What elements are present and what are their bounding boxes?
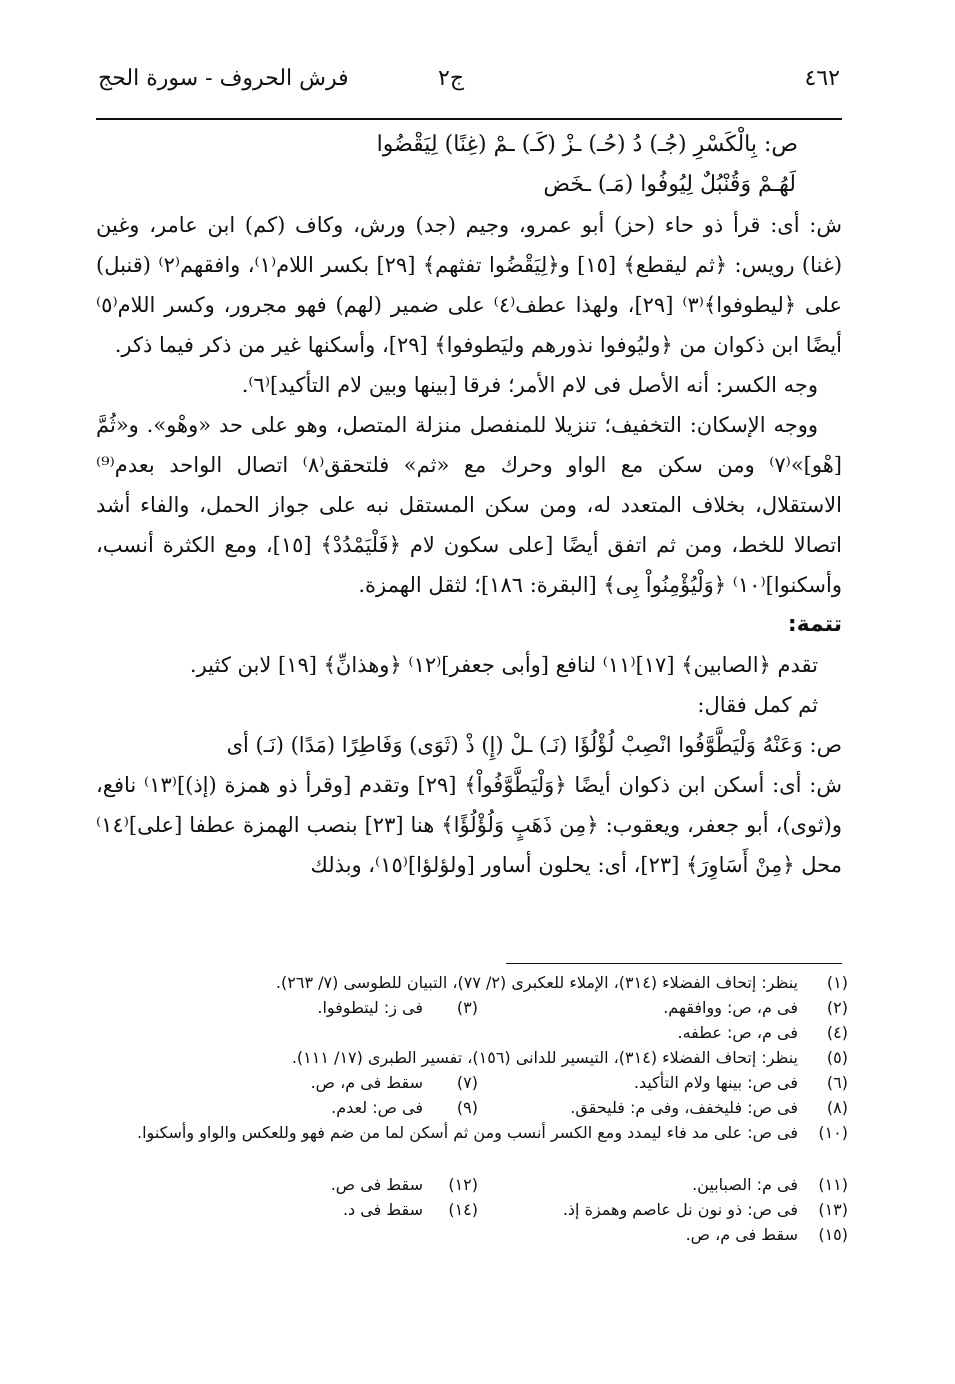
footnote-item [96, 1222, 848, 1247]
footnote-text: فى ص: ذو نون نل عاصم وهمزة إذ. [562, 1200, 798, 1219]
footnote-rule [506, 963, 842, 964]
footnote-number: (١٣) [818, 1200, 848, 1219]
volume-label: ج٢ [438, 66, 465, 91]
verse-line-2: لَهُـمْ وَقُنْبُلٌ لِيُوفُوا (مَـ) ـخَض [543, 172, 796, 197]
footnote-item [96, 1172, 848, 1197]
footnote-text: سقط فى د. [342, 1200, 423, 1219]
footnote-text: سقط فى م، ص. [310, 1073, 423, 1092]
footnote-number: (٤) [826, 1023, 848, 1042]
tatimma-heading: تتمة: [787, 612, 842, 637]
footnote-text: فى م: الصبابين. [692, 1175, 798, 1194]
footnotes [96, 970, 848, 1247]
footnote-item [96, 970, 848, 995]
section-title: فرش الحروف - سورة الحج [98, 66, 349, 91]
footnote-item [96, 1070, 848, 1095]
footnote-text: فى ص: لعدم. [331, 1098, 423, 1117]
footnote-number: (٦) [826, 1073, 848, 1092]
transition-line: ثم كمل فقال: [697, 693, 818, 717]
paragraph-kasr: وجه الكسر: أنه الأصل فى لام الأمر؛ فرقا [بينها وبين لام التأكيد]⁽٦⁾. [241, 373, 818, 397]
footnote-text: سقط فى م، ص. [685, 1225, 798, 1244]
verse-line-3: ص: وَعَنْهُ وَلْيَطَّوَّفُوا انْصِبْ لُؤْلُؤَا (نَـ) ـلْ (إِ) ذْ (ثَوَى) وَفَاطِرًا (مَدًا) (نَـ) أى [226, 733, 842, 757]
footnote-number: (٧) [456, 1073, 478, 1092]
footnote-number: (١٤) [448, 1200, 478, 1219]
main-text [96, 125, 842, 885]
footnote-item [96, 1120, 848, 1172]
footnote-text: فى م، ص: عطفه. [677, 1023, 798, 1042]
footnote-number: (١٥) [818, 1225, 848, 1244]
footnote-text: سقط فى ص. [330, 1175, 423, 1194]
footnote-text: فى ص: بينها ولام التأكيد. [633, 1073, 798, 1092]
footnote-number: (٣) [456, 998, 478, 1017]
footnote-item [96, 1020, 848, 1045]
tatimma-paragraph: تقدم ﴿الصابين﴾ [١٧]⁽١١⁾ لنافع [وأبى جعفر]⁽١٢⁾ ﴿وهذانِّ﴾ [١٩] لابن كثير. [189, 653, 818, 677]
footnote-number: (٥) [826, 1048, 848, 1067]
footnote-number: (١) [826, 973, 848, 992]
footnote-text: ينظر: إتحاف الفضلاء (٣١٤)، التيسير للدانى (١٥٦)، تفسير الطبرى (١٧/ ١١١). [291, 1048, 798, 1067]
running-header [98, 62, 840, 106]
footnote-number: (١١) [818, 1175, 848, 1194]
footnote-text: ينظر: إتحاف الفضلاء (٣١٤)، الإملاء للعكبرى (٢/ ٧٧)، التبيان للطوسى (٧/ ٢٦٣). [275, 973, 798, 992]
footnote-number: (١٢) [448, 1175, 478, 1194]
footnote-text: فى ز: ليتطوفوا. [317, 998, 423, 1017]
paragraph-iskan: ووجه الإسكان: التخفيف؛ تنزيلا للمنفصل منزلة المتصل، وهو على حد «وهْو». و«ثُمَّ [هْو]»⁽٧⁾ ومن سكن مع الواو وحرك مع «ثم» فلتحقق⁽٨⁾ اتصال الواحد بعدم⁽⁹⁾ الاستقلال، بخلاف المتعدد له، ومن سكن المستقل نبه على جواز الحمل، والفاء أشد اتصالا للخط، ومن ثم اتفق أيضًا [على سكون لام ﴿فَلْيَمْدُدْ﴾ [١٥]، ومع الكثرة أنسب، وأسكنوا]⁽١٠⁾ ﴿وَلْيُؤْمِنُواْ بِى﴾ [البقرة: ١٨٦]؛ لثقل الهمزة. [96, 413, 843, 597]
footnote-item [96, 1197, 848, 1222]
page-number: ٤٦٢ [804, 66, 840, 91]
footnote-number: (١٠) [818, 1123, 848, 1142]
footnote-number: (٩) [456, 1098, 478, 1117]
footnote-item [96, 1045, 848, 1070]
footnote-item [96, 995, 848, 1020]
footnote-text: فى ص: فليخفف، وفى م: فليحقق. [570, 1098, 798, 1117]
header-rule [96, 118, 842, 120]
footnote-number: (٢) [826, 998, 848, 1017]
footnote-text: فى ص: على مد فاء ليمدد ومع الكسر أنسب ومن ثم أسكن لما من ضم فهو وللعكس والواو وأسكنوا. [137, 1123, 798, 1142]
footnote-number: (٨) [826, 1098, 848, 1117]
footnote-item [96, 1095, 848, 1120]
commentary-paragraph-2: ش: أى: أسكن ابن ذكوان أيضًا ﴿وَلْيَطَّوَّفُواْ﴾ [٢٩] وتقدم [وقرأ ذو همزة (إذ)]⁽١٣⁾ نافع، و(ثوى)، أبو جعفر، ويعقوب: ﴿مِن ذَهَبٍ وَلُؤْلُؤًا﴾ هنا [٢٣] بنصب الهمزة عطفا [على]⁽١٤⁾ محل ﴿مِنْ أَسَاوِرَ﴾ [٢٣]، أى: يحلون أساور [ولؤلؤا]⁽١٥⁾، وبذلك [96, 773, 843, 877]
footnote-text: فى م، ص: ووافقهم. [663, 998, 798, 1017]
commentary-paragraph-1: ش: أى: قرأ ذو حاء (حز) أبو عمرو، وجيم (جد) ورش، وكاف (كم) ابن عامر، وغين (غنا) رويس: ﴿ثم ليقطع﴾ [١٥] و﴿لِيَقْضُوا تفثهم﴾ [٢٩] بكسر اللام⁽١⁾، وافقهم⁽٢⁾ (قنبل) على ﴿ليطوفوا﴾⁽٣⁾ [٢٩]، ولهذا عطف⁽٤⁾ على ضمير (لهم) فهو مجرور، وكسر اللام⁽٥⁾ أيضًا ابن ذكوان من ﴿وليُوفوا نذورهم وليَطوفوا﴾ [٢٩]، وأسكنها غير من ذكر فيما ذكر. [96, 213, 843, 357]
verse-line-1: ص: بِالْكَسْرِ (جُـ) دُ (حُـ) ـزْ (كَـ) ـمْ (غِنًا) لِيَقْضُوا [376, 132, 798, 157]
